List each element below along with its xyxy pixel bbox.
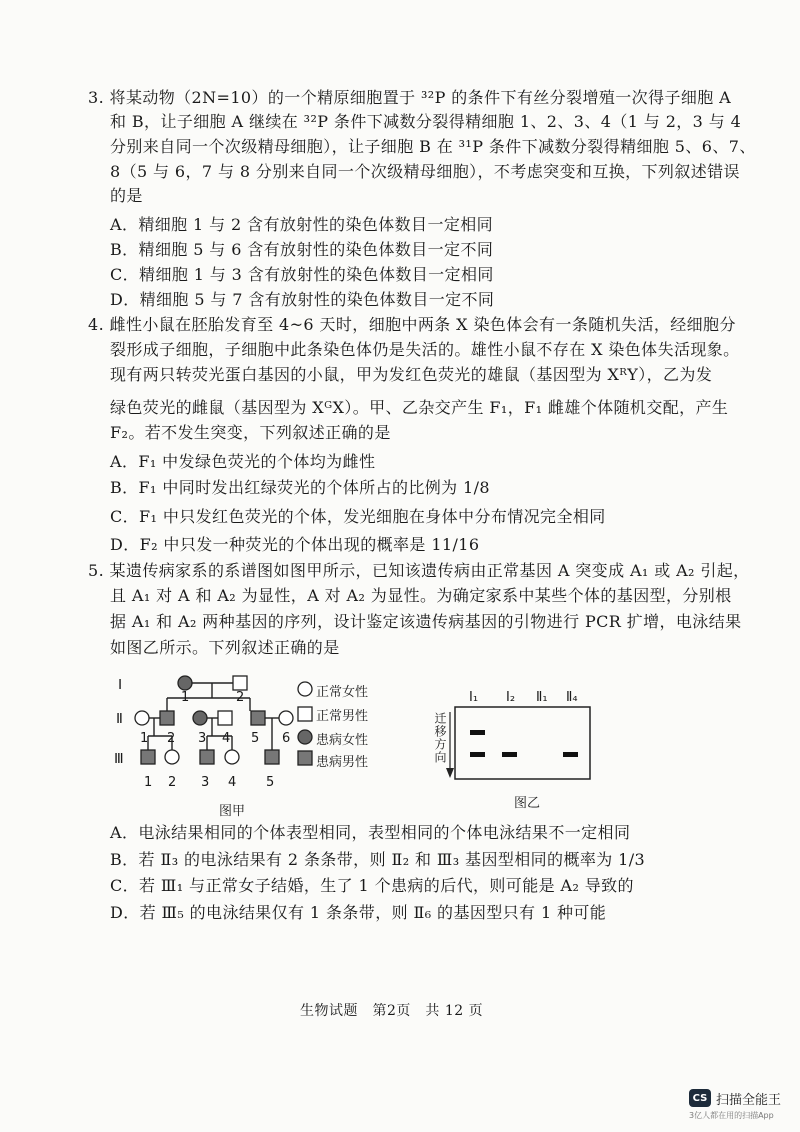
pedigree-II1-normal-female xyxy=(135,711,149,725)
generation-label-I: Ⅰ xyxy=(118,678,123,693)
band-I2-lower xyxy=(502,752,517,757)
q3-option-a: A．精细胞 1 与 2 含有放射性的染色体数目一定相同 xyxy=(110,215,494,234)
pedigree-II6-normal-female xyxy=(279,711,293,725)
pedigree-III1-affected-male xyxy=(141,750,155,764)
pedigree-II2-affected-male xyxy=(160,711,174,725)
band-I1-lower xyxy=(470,752,485,757)
lane-label-II4: Ⅱ₄ xyxy=(566,690,578,705)
legend-symbols xyxy=(296,681,314,767)
lane-label-I2: Ⅰ₂ xyxy=(506,690,516,705)
figure-yi-caption: 图乙 xyxy=(514,796,541,811)
legend-normal-male: 正常男性 xyxy=(316,709,369,724)
gen3-number-1: 1 xyxy=(144,775,153,790)
q3-stem-line-2: 和 B，让子细胞 A 继续在 ³²P 条件下减数分裂得精细胞 1、2、3、4（1 与 2，3 与 4 xyxy=(110,112,742,131)
gen1-number-2: 2 xyxy=(236,690,245,705)
pedigree-II5-affected-male xyxy=(251,711,265,725)
q4-stem-line-3: 现有两只转荧光蛋白基因的小鼠，甲为发红色荧光的雄鼠（基因型为 XᴿY），乙为发 xyxy=(110,365,713,384)
camscanner-logo: CS xyxy=(689,1089,711,1107)
gen2-number-5: 5 xyxy=(251,731,260,746)
legend-affected-female-symbol xyxy=(298,730,312,744)
q4-option-b: B．F₁ 中同时发出红绿荧光的个体所占的比例为 1/8 xyxy=(110,478,490,497)
generation-label-II: Ⅱ xyxy=(116,712,123,727)
pedigree-III5-affected-male xyxy=(265,750,279,764)
q3-option-c: C．精细胞 1 与 3 含有放射性的染色体数目一定相同 xyxy=(110,265,494,284)
pedigree-III3-affected-male xyxy=(200,750,214,764)
gen3-number-2: 2 xyxy=(168,775,177,790)
legend-affected-male-symbol xyxy=(298,751,312,765)
legend-affected-male: 患病男性 xyxy=(316,755,369,770)
band-II4-lower xyxy=(563,752,578,757)
q5-stem-line-4: 如图乙所示。下列叙述正确的是 xyxy=(110,638,340,657)
q3-stem-line-1: 3. 将某动物（2N=10）的一个精原细胞置于 ³²P 的条件下有丝分裂增殖一次得子细胞 A xyxy=(88,88,732,107)
legend-normal-male-symbol xyxy=(298,707,312,721)
camscanner-title: 扫描全能王 xyxy=(716,1093,782,1108)
gen1-number-1: 1 xyxy=(181,690,190,705)
figure-jia-caption: 图甲 xyxy=(219,804,246,819)
gel-frame xyxy=(455,707,590,779)
lane-label-I1: Ⅰ₁ xyxy=(469,690,479,705)
camscanner-subtitle: 3亿人都在用的扫描App xyxy=(689,1111,774,1120)
q5-option-a: A．电泳结果相同的个体表型相同，表型相同的个体电泳结果不一定相同 xyxy=(110,823,631,842)
q5-option-b: B．若 Ⅱ₃ 的电泳结果有 2 条条带，则 Ⅱ₂ 和 Ⅲ₃ 基因型相同的概率为 1/3 xyxy=(110,850,646,869)
gen3-number-3: 3 xyxy=(201,775,210,790)
legend-affected-female: 患病女性 xyxy=(316,733,369,748)
q4-stem-line-5: F₂。若不发生突变，下列叙述正确的是 xyxy=(110,423,391,442)
legend-normal-female-symbol xyxy=(298,682,312,696)
pedigree-III4-normal-female xyxy=(225,750,239,764)
gen2-number-3: 3 xyxy=(198,731,207,746)
pedigree-I1-affected-female xyxy=(178,676,192,690)
pedigree-II4-normal-male xyxy=(218,711,232,725)
q5-stem-line-1: 5. 某遗传病家系的系谱图如图甲所示，已知该遗传病由正常基因 A 突变成 A₁ 或 A₂ 引起， xyxy=(88,561,750,580)
q4-stem-line-2: 裂形成子细胞，子细胞中此条染色体仍是失活的。雄性小鼠不存在 X 染色体失活现象。 xyxy=(110,340,740,359)
page-footer: 生物试题 第2页 共 12 页 xyxy=(300,1003,484,1019)
lane-label-II1: Ⅱ₁ xyxy=(536,690,548,705)
legend-normal-female: 正常女性 xyxy=(316,685,369,700)
q4-option-a: A．F₁ 中发绿色荧光的个体均为雌性 xyxy=(110,452,376,471)
pedigree-III2-normal-female xyxy=(165,750,179,764)
generation-label-III: Ⅲ xyxy=(114,752,124,767)
gen2-number-1: 1 xyxy=(140,731,149,746)
gel-figure xyxy=(430,700,610,790)
q5-stem-line-2: 且 A₁ 对 A 和 A₂ 为显性，A 对 A₂ 为显性。为确定家系中某些个体的基因型，分别根 xyxy=(110,586,732,605)
migration-arrow-head xyxy=(446,768,454,778)
migration-direction-label: 迁移方向 xyxy=(433,712,447,764)
q3-option-b: B．精细胞 5 与 6 含有放射性的染色体数目一定不同 xyxy=(110,240,494,259)
q4-option-d: D．F₂ 中只发一种荧光的个体出现的概率是 11/16 xyxy=(110,535,480,554)
gen2-number-4: 4 xyxy=(222,731,231,746)
q5-option-c: C．若 Ⅲ₁ 与正常女子结婚，生了 1 个患病的后代，则可能是 A₂ 导致的 xyxy=(110,876,634,895)
band-I1-upper xyxy=(470,730,485,735)
q4-stem-line-4: 绿色荧光的雌鼠（基因型为 XᴳX）。甲、乙杂交产生 F₁，F₁ 雌雄个体随机交配，产生 xyxy=(110,398,729,417)
q5-option-d: D．若 Ⅲ₅ 的电泳结果仅有 1 条条带，则 Ⅱ₆ 的基因型只有 1 种可能 xyxy=(110,903,607,922)
q4-stem-line-1: 4. 雌性小鼠在胚胎发育至 4~6 天时，细胞中两条 X 染色体会有一条随机失活，经细胞分 xyxy=(88,315,736,334)
pedigree-II3-affected-female xyxy=(193,711,207,725)
q5-stem-line-3: 据 A₁ 和 A₂ 两种基因的序列，设计鉴定该遗传病基因的引物进行 PCR 扩增，电泳结果 xyxy=(110,612,742,631)
q4-option-c: C．F₁ 中只发红色荧光的个体，发光细胞在身体中分布情况完全相同 xyxy=(110,507,606,526)
q3-stem-line-3: 分别来自同一个次级精母细胞），让子细胞 B 在 ³¹P 条件下减数分裂得精细胞 5、6、7、 xyxy=(110,137,756,156)
gen3-number-4: 4 xyxy=(228,775,237,790)
pedigree-I2-normal-male xyxy=(233,676,247,690)
gen2-number-6: 6 xyxy=(282,731,291,746)
gen2-number-2: 2 xyxy=(167,731,176,746)
q3-stem-line-5: 的是 xyxy=(110,186,143,205)
gen3-number-5: 5 xyxy=(266,775,275,790)
q3-stem-line-4: 8（5 与 6，7 与 8 分别来自同一个次级精母细胞），不考虑突变和互换，下列叙述错误 xyxy=(110,162,740,181)
q3-option-d: D．精细胞 5 与 7 含有放射性的染色体数目一定不同 xyxy=(110,290,495,309)
